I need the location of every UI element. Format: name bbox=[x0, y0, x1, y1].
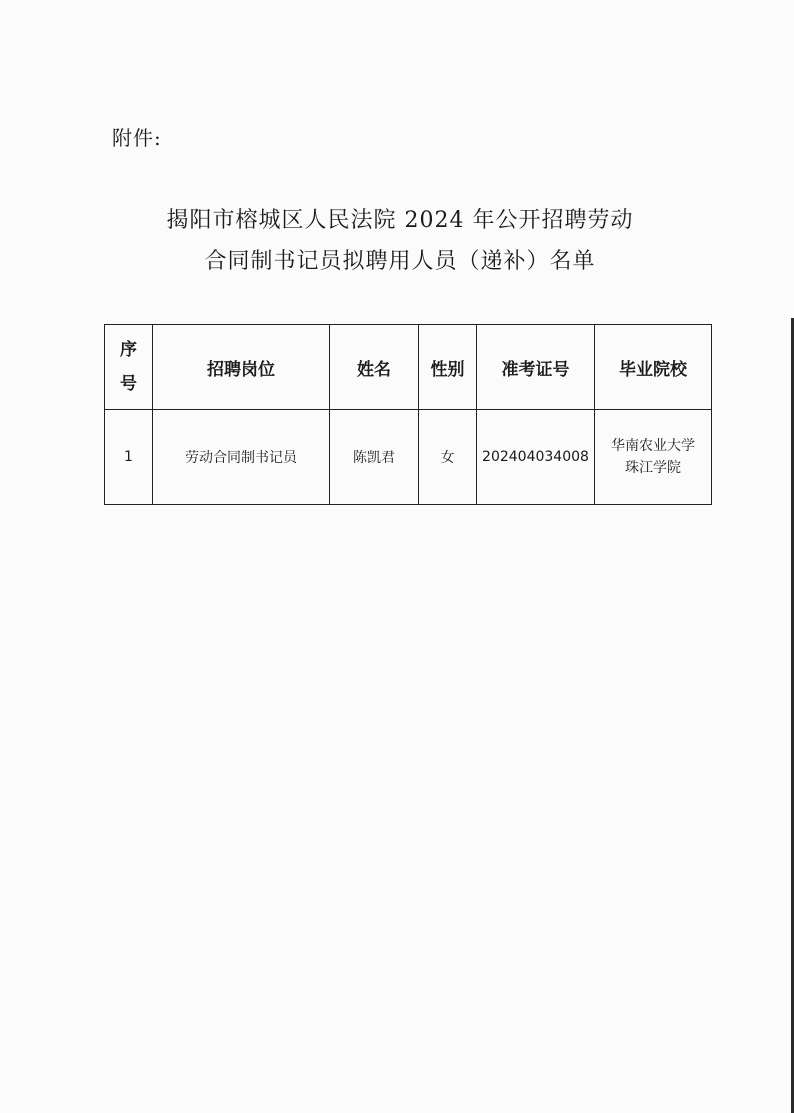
header-seq-line-2: 号 bbox=[120, 374, 137, 394]
cell-school-line-1: 华南农业大学 bbox=[611, 438, 695, 454]
cell-gender: 女 bbox=[419, 410, 477, 505]
table-row bbox=[105, 410, 712, 505]
document-title-line-2: 合同制书记员拟聘用人员（递补）名单 bbox=[204, 249, 596, 274]
header-name: 姓名 bbox=[330, 325, 419, 410]
cell-school-line-2: 珠江学院 bbox=[625, 460, 681, 476]
header-gender: 性别 bbox=[419, 325, 477, 410]
cell-school bbox=[595, 410, 712, 505]
hiring-roster-table bbox=[104, 324, 712, 505]
cell-name: 陈凯君 bbox=[330, 410, 419, 505]
header-exam-id: 准考证号 bbox=[477, 325, 595, 410]
attachment-label: 附件: bbox=[112, 126, 162, 150]
header-seq-line-1: 序 bbox=[120, 340, 137, 360]
header-school: 毕业院校 bbox=[595, 325, 712, 410]
document-title-line-1: 揭阳市榕城区人民法院 2024 年公开招聘劳动 bbox=[166, 208, 634, 233]
cell-position: 劳动合同制书记员 bbox=[153, 410, 330, 505]
table-header-row bbox=[105, 325, 712, 410]
header-seq bbox=[105, 325, 153, 410]
header-position: 招聘岗位 bbox=[153, 325, 330, 410]
cell-exam-id: 202404034008 bbox=[477, 410, 595, 505]
cell-seq: 1 bbox=[105, 410, 153, 505]
